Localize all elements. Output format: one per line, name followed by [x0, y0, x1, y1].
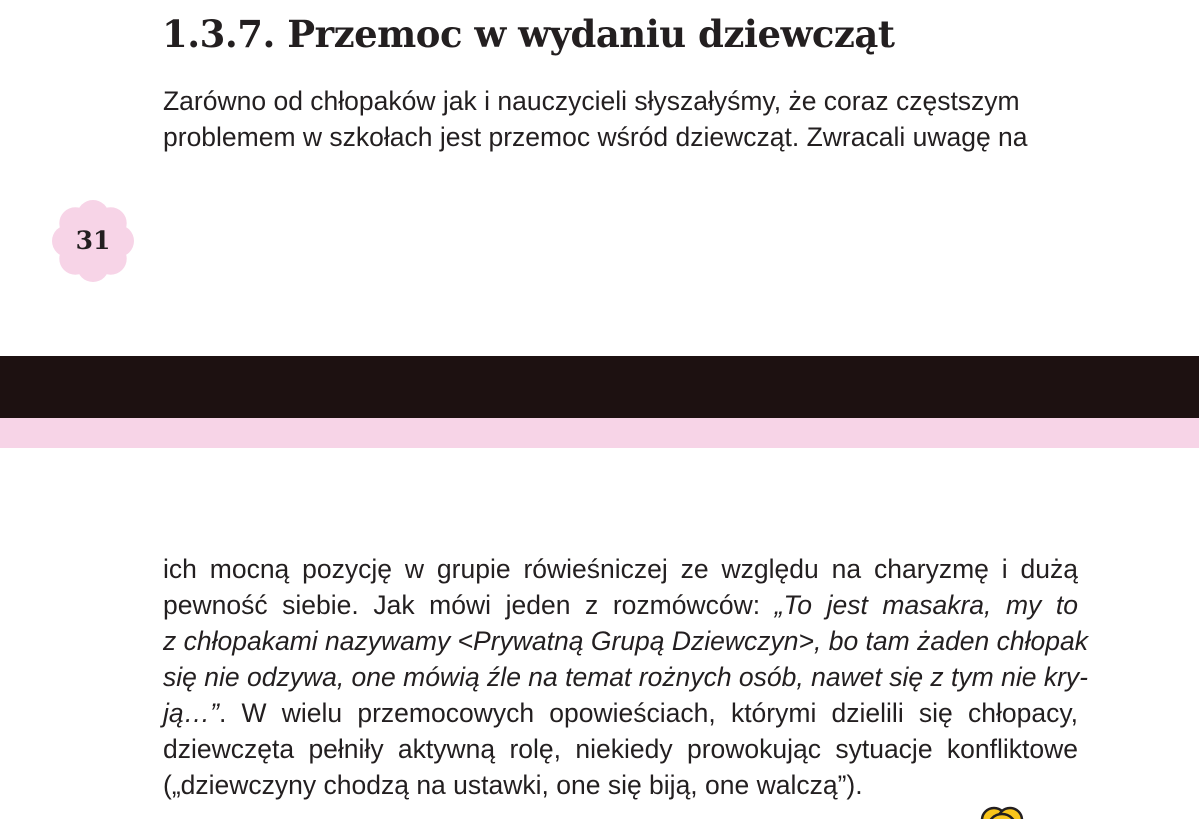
quote-line: się nie odzywa, one mówią źle na temat rożnych osób, nawet się z tym nie kry- — [163, 662, 1088, 692]
paragraph-top-line: problemem w szkołach jest przemoc wśród dziewcząt. Zwracali uwagę na — [163, 122, 1028, 152]
section-heading: 1.3.7. Przemoc w wydaniu dziewcząt — [162, 12, 895, 56]
quote-run: „To jest masakra, my to — [774, 590, 1078, 620]
paragraph-line — [163, 587, 1078, 623]
paragraph-line: („dziewczyny chodzą na ustawki, one się biją, one walczą”). — [163, 770, 863, 800]
paragraph-top-line: Zarówno od chłopaków jak i nauczycieli słyszałyśmy, że coraz częstszym — [163, 86, 1020, 116]
paragraph-line: ich mocną pozycję w grupie rówieśniczej ze względu na charyzmę i dużą — [163, 554, 1078, 584]
pink-divider-band — [0, 418, 1199, 448]
paragraph-line: dziewczęta pełniły aktywną rolę, niekiedy prowokując sytuacje konfliktowe — [163, 734, 1078, 764]
text-run: . W wielu przemocowych opowieściach, którymi dzielili się chłopacy, — [218, 698, 1078, 728]
page-number-badge — [50, 198, 136, 284]
text-run: pewność siebie. Jak mówi jeden z rozmówców: — [163, 590, 775, 620]
quote-line: z chłopakami nazywamy <Prywatną Grupą Dziewczyn>, bo tam żaden chłopak — [163, 626, 1088, 656]
paragraph-bottom — [163, 551, 1088, 803]
page-number: 31 — [75, 226, 111, 255]
paragraph-top — [163, 83, 1078, 155]
dark-divider-band — [0, 356, 1199, 418]
paragraph-line — [163, 695, 1078, 731]
yellow-flower-icon — [972, 800, 1032, 819]
quote-run: ją…” — [163, 698, 219, 728]
